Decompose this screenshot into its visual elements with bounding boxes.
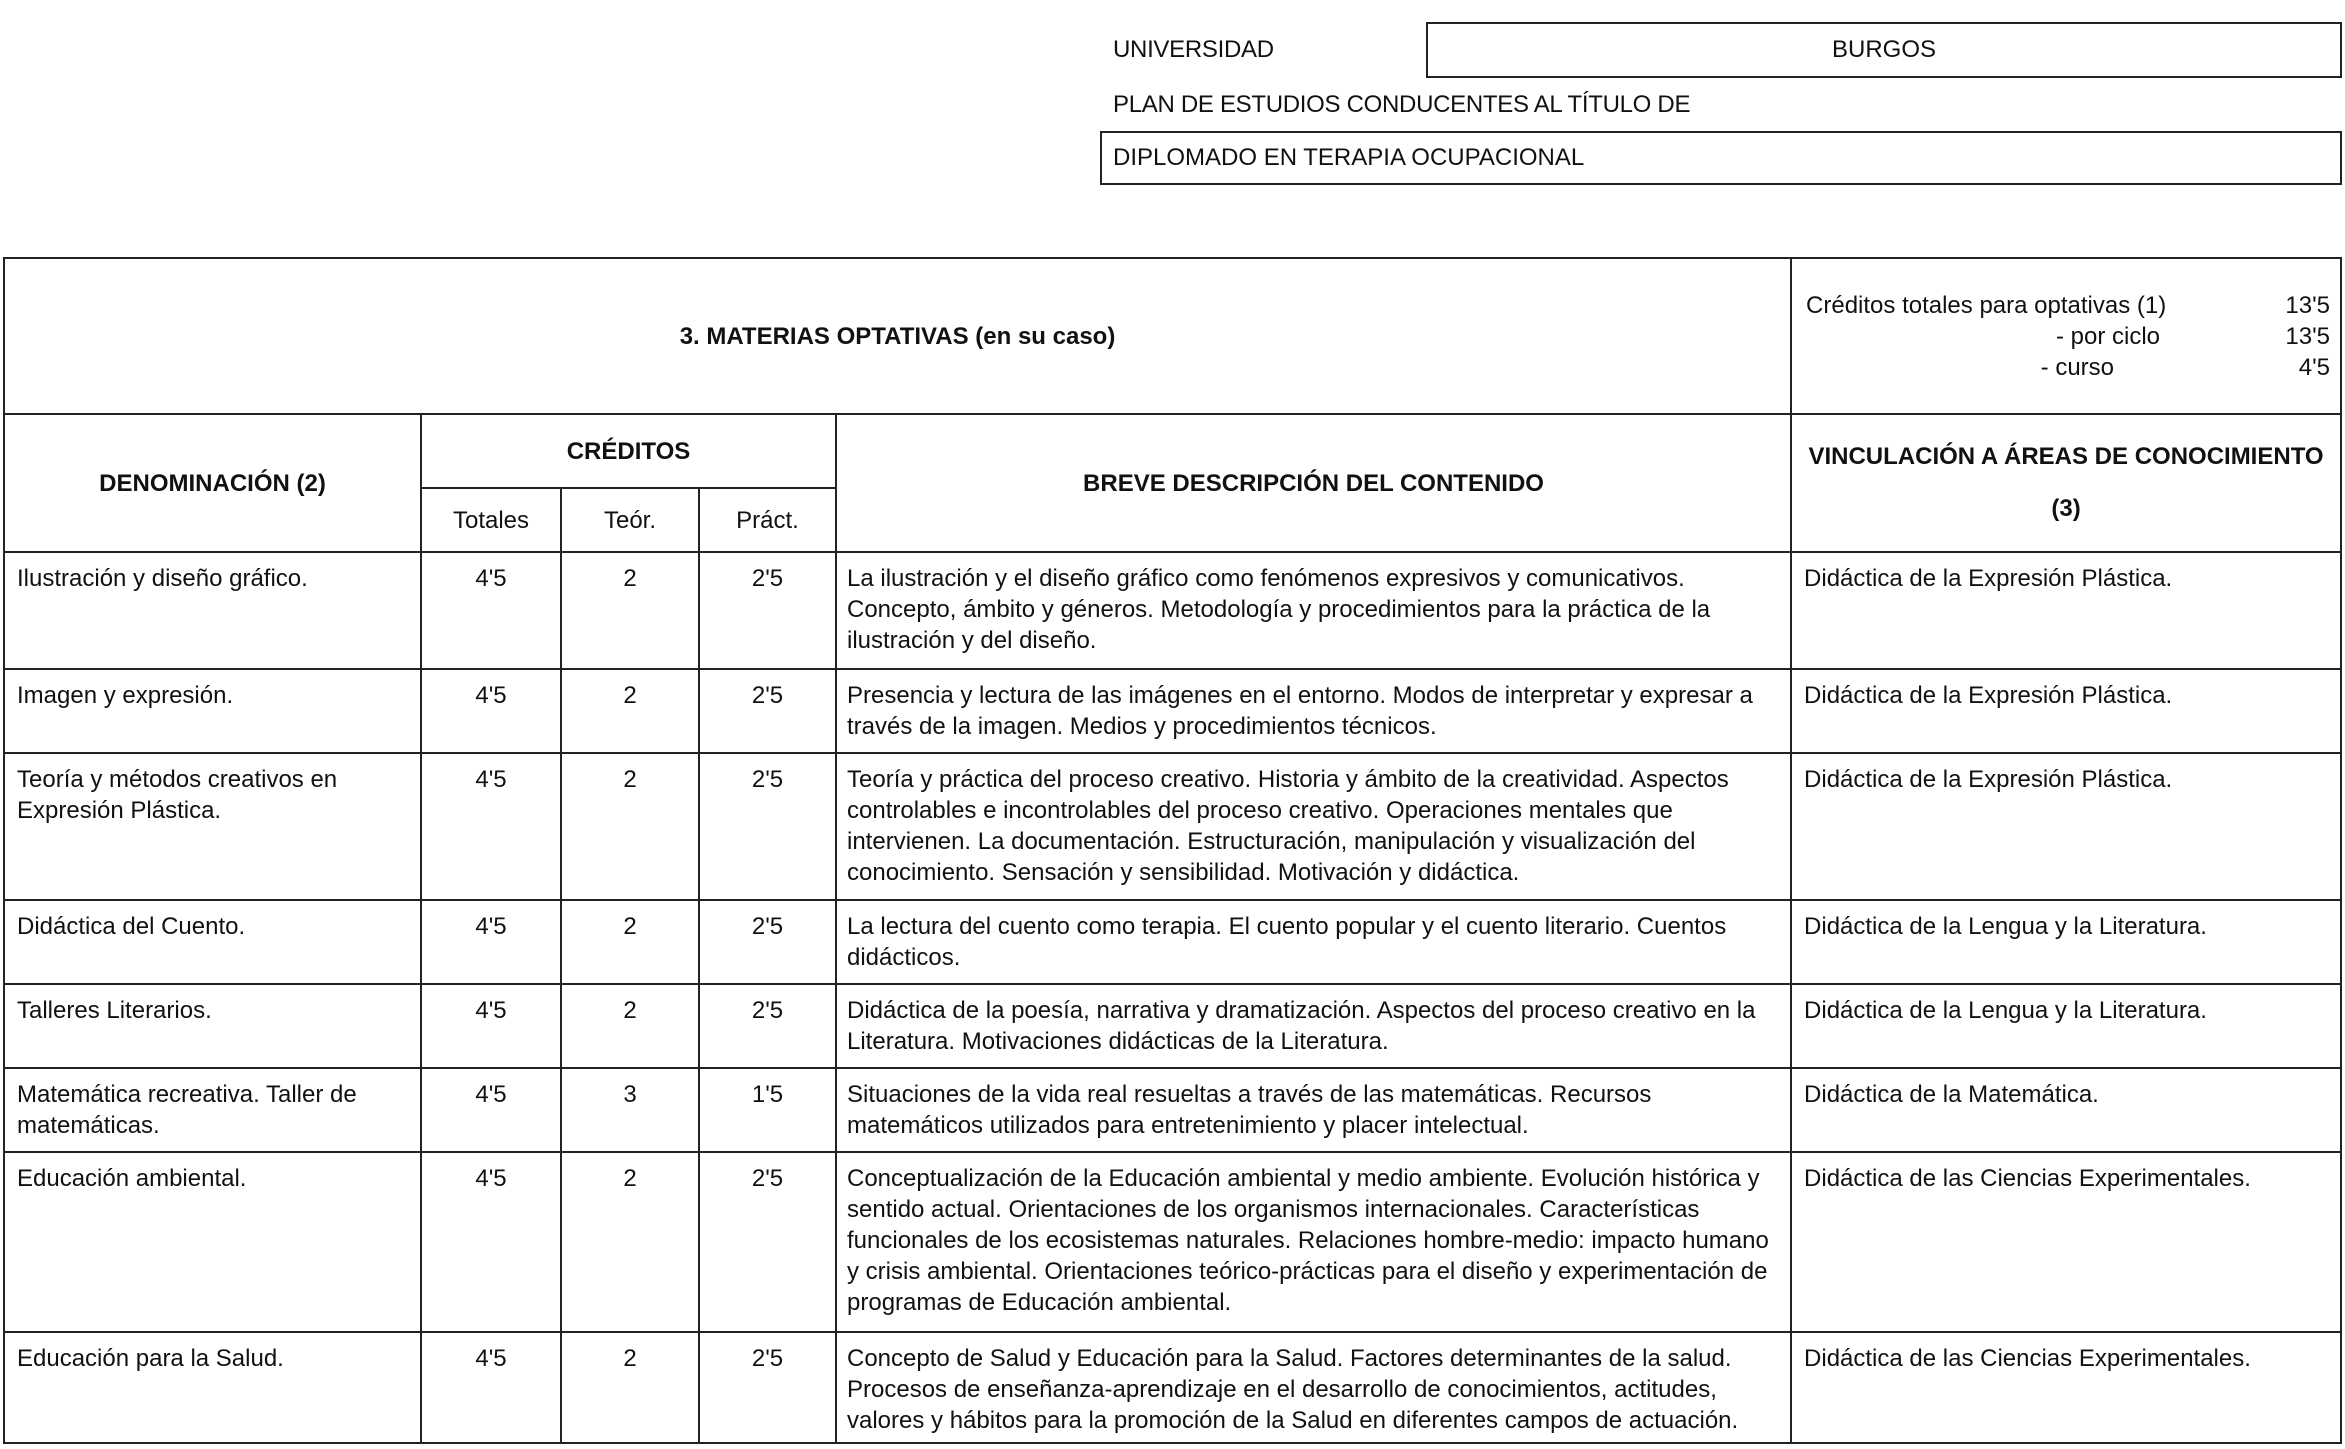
subject-name: Matemática recreativa. Taller de matemáticas. [4, 1068, 421, 1152]
table-row [4, 1332, 2341, 1443]
credits-summary-row [1792, 290, 2340, 321]
table-row [4, 669, 2341, 753]
credits-totales: 4'5 [421, 984, 561, 1068]
credits-teor: 2 [561, 984, 699, 1068]
university-label: UNIVERSIDAD [1113, 36, 1274, 63]
table-row [4, 552, 2341, 669]
credits-cycle-label: - por ciclo [2056, 322, 2161, 350]
credits-pract: 2'5 [699, 984, 836, 1068]
header-row [4, 414, 2341, 488]
university-value: BURGOS [1831, 36, 1936, 63]
knowledge-area: Didáctica de las Ciencias Experimentales. [1791, 1152, 2341, 1332]
credits-totales: 4'5 [421, 753, 561, 900]
col-header-denominacion: DENOMINACIÓN (2) [4, 414, 421, 552]
col-header-vinculacion: VINCULACIÓN A ÁREAS DE CONOCIMIENTO (3) [1791, 414, 2341, 552]
knowledge-area: Didáctica de la Expresión Plástica. [1791, 753, 2341, 900]
subject-name: Talleres Literarios. [4, 984, 421, 1068]
credits-pract: 2'5 [699, 753, 836, 900]
credits-pract: 2'5 [699, 552, 836, 669]
credits-totales: 4'5 [421, 900, 561, 984]
credits-total-label: Créditos totales para optativas (1) [1806, 291, 2167, 319]
table-row [4, 753, 2341, 900]
subject-description: Presencia y lectura de las imágenes en el entorno. Modos de interpretar y expresar a través de la imagen. Medios y procedimientos técnicos. [836, 669, 1791, 753]
subject-description: Situaciones de la vida real resueltas a través de las matemáticas. Recursos matemáticos utilizados para entretenimiento y placer intelectual. [836, 1068, 1791, 1152]
col-header-teor: Teór. [561, 488, 699, 552]
subject-name: Imagen y expresión. [4, 669, 421, 753]
table-row [4, 984, 2341, 1068]
knowledge-area: Didáctica de la Lengua y la Literatura. [1791, 900, 2341, 984]
subject-description: Teoría y práctica del proceso creativo. Historia y ámbito de la creatividad. Aspectos controlables e incontrolables del proceso creativo. Operaciones mentales que intervienen. La documentación. Estructuración, manipulación y visualización del conocimiento. Sensación y sensibilidad. Motivación y didáctica. [836, 753, 1791, 900]
subject-name: Didáctica del Cuento. [4, 900, 421, 984]
university-field [1426, 22, 2342, 78]
subject-name: Teoría y métodos creativos en Expresión Plástica. [4, 753, 421, 900]
table-row [4, 1068, 2341, 1152]
credits-total-value: 13'5 [2285, 291, 2331, 319]
subject-name: Educación ambiental. [4, 1152, 421, 1332]
subject-description: Didáctica de la poesía, narrativa y dramatización. Aspectos del proceso creativo en la Literatura. Motivaciones didácticas de la Literatura. [836, 984, 1791, 1068]
credits-teor: 2 [561, 753, 699, 900]
optional-subjects-table [3, 257, 2342, 1444]
credits-pract: 2'5 [699, 1152, 836, 1332]
credits-teor: 2 [561, 669, 699, 753]
col-header-pract: Práct. [699, 488, 836, 552]
credits-teor: 2 [561, 900, 699, 984]
knowledge-area: Didáctica de la Lengua y la Literatura. [1791, 984, 2341, 1068]
subject-description: La lectura del cuento como terapia. El cuento popular y el cuento literario. Cuentos didácticos. [836, 900, 1791, 984]
credits-course-value: 4'5 [2298, 353, 2331, 381]
section-title: 3. MATERIAS OPTATIVAS (en su caso) [4, 258, 1791, 414]
degree-title-value: DIPLOMADO EN TERAPIA OCUPACIONAL [1113, 144, 1585, 171]
credits-pract: 2'5 [699, 900, 836, 984]
subject-name: Ilustración y diseño gráfico. [4, 552, 421, 669]
credits-teor: 2 [561, 1332, 699, 1443]
credits-totales: 4'5 [421, 1152, 561, 1332]
credits-teor: 2 [561, 552, 699, 669]
col-header-totales: Totales [421, 488, 561, 552]
knowledge-area: Didáctica de la Expresión Plástica. [1791, 669, 2341, 753]
table-row [4, 1152, 2341, 1332]
credits-summary-row [1792, 321, 2340, 352]
credits-pract: 2'5 [699, 669, 836, 753]
degree-title-field [1100, 131, 2342, 185]
col-header-creditos: CRÉDITOS [421, 414, 836, 488]
credits-pract: 1'5 [699, 1068, 836, 1152]
credits-pract: 2'5 [699, 1332, 836, 1443]
credits-totales: 4'5 [421, 1068, 561, 1152]
credits-teor: 2 [561, 1152, 699, 1332]
knowledge-area: Didáctica de las Ciencias Experimentales. [1791, 1332, 2341, 1443]
subject-description: Conceptualización de la Educación ambiental y medio ambiente. Evolución histórica y sentido actual. Orientaciones de los organismos internacionales. Características funcionales de los ecosistemas naturales. Relaciones hombre-medio: impacto humano y crisis ambiental. Orientaciones teórico-prácticas para el diseño y experimentación de programas de Educación ambiental. [836, 1152, 1791, 1332]
subject-name: Educación para la Salud. [4, 1332, 421, 1443]
credits-teor: 3 [561, 1068, 699, 1152]
credits-summary [1791, 258, 2341, 414]
section-title-row [4, 258, 2341, 414]
credits-cycle-value: 13'5 [2285, 322, 2331, 350]
knowledge-area: Didáctica de la Expresión Plástica. [1791, 552, 2341, 669]
knowledge-area: Didáctica de la Matemática. [1791, 1068, 2341, 1152]
table-row [4, 900, 2341, 984]
credits-summary-row [1792, 352, 2340, 383]
credits-totales: 4'5 [421, 669, 561, 753]
plan-label: PLAN DE ESTUDIOS CONDUCENTES AL TÍTULO DE [1113, 91, 1691, 118]
col-header-descripcion: BREVE DESCRIPCIÓN DEL CONTENIDO [836, 414, 1791, 552]
credits-course-label: - curso [2040, 353, 2115, 381]
subject-description: Concepto de Salud y Educación para la Salud. Factores determinantes de la salud. Procesos de enseñanza-aprendizaje en el desarrollo de conocimientos, actitudes, valores y hábitos para la promoción de la Salud en diferentes campos de actuación. [836, 1332, 1791, 1443]
credits-totales: 4'5 [421, 552, 561, 669]
credits-totales: 4'5 [421, 1332, 561, 1443]
subject-description: La ilustración y el diseño gráfico como fenómenos expresivos y comunicativos. Concepto, ámbito y géneros. Metodología y procedimientos para la práctica de la ilustración y del diseño. [836, 552, 1791, 669]
